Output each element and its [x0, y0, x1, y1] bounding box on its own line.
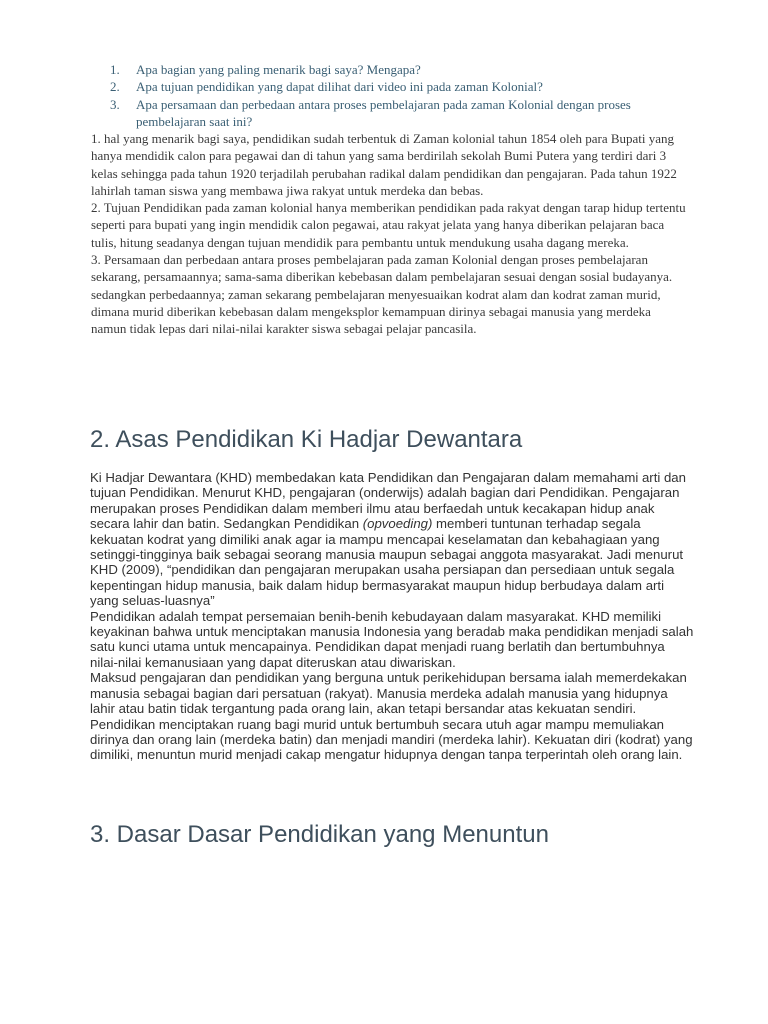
question-number: 2.	[110, 79, 120, 95]
question-list	[110, 61, 690, 131]
body-paragraph	[90, 470, 696, 609]
section-heading-dasar: 3. Dasar Dasar Pendidikan yang Menuntun	[90, 821, 549, 848]
body-paragraph: Maksud pengajaran dan pendidikan yang berguna untuk perikehidupan bersama ialah memerdekakan manusia sebagai bagian dari persatuan (rakyat). Manusia merdeka adalah manusia yang hidupnya lahir atau batin tidak tergantung pada orang lain, akan tetapi bersandar atas kekuatan sendiri. Pendidikan menciptakan ruang bagi murid untuk bertumbuh secara utuh agar mampu memuliakan dirinya dan orang lain (merdeka batin) dan menjadi mandiri (merdeka lahir). Kekuatan diri (kodrat) yang dimiliki, menuntun murid menjadi cakap mengatur hidupnya dengan tanpa terperintah oleh orang lain.	[90, 670, 693, 763]
question-number: 3.	[110, 96, 120, 112]
answer-paragraph: 3. Persamaan dan perbedaan antara proses pembelajaran pada zaman Kolonial dengan proses pembelajaran sekarang, persamaannya; sama-sama diberikan kebebasan dalam pembelajaran sesuai dengan sosial budayanya. sedangkan perbedaannya; zaman sekarang pembelajaran menyesuaikan kodrat alam dan kodrat zaman murid, dimana murid diberikan kebebasan dalam mengeksplor kemampuan dirinya sebagai manusia yang merdeka namun tidak lepas dari nilai-nilai karakter siswa sebagai pelajar pancasila.	[91, 252, 673, 337]
body-paragraph: Pendidikan adalah tempat persemaian benih-benih kebudayaan dalam masyarakat. KHD memiliki keyakinan bahwa untuk menciptakan manusia Indonesia yang beradab maka pendidikan menjadi salah satu kunci utama untuk mencapainya. Pendidikan dapat menjadi ruang berlatih dan bertumbuhnya nilai-nilai kemanusiaan yang dapat diteruskan atau diwariskan.	[90, 608, 694, 670]
question-item	[110, 78, 690, 95]
body-text: memberi tuntunan terhadap segala kekuatan kodrat yang dimiliki anak agar ia mampu mencapai keselamatan dan kebahagiaan yang setinggi-tingginya baik sebagai seorang manusia maupun sebagai anggota masyarakat. Jadi menurut KHD (2009), “pendidikan dan pengajaran merupakan usaha persiapan dan persediaan untuk segala kepentingan hidup manusia, baik dalam hidup bermasyarakat maupun hidup berbudaya dalam arti yang seluas-luasnya”	[90, 516, 684, 609]
answer-paragraph: 1. hal yang menarik bagi saya, pendidikan sudah terbentuk di Zaman kolonial tahun 1854 oleh para Bupati yang hanya mendidik calon para pegawai dan di tahun yang sama berdirilah sekolah Bumi Putera yang terdiri dari 3 kelas sehingga pada tahun 1920 terjadilah perubahan radikal dalam pendidikan dan pengajaran. Pada tahun 1922 lahirlah taman siswa yang membawa jiwa rakyat untuk merdeka dan bebas.	[91, 131, 677, 198]
answer-paragraph: 2. Tujuan Pendidikan pada zaman kolonial hanya memberikan pendidikan pada rakyat dengan tarap hidup tertentu seperti para bupati yang ingin mendidik calon pegawai, atau rakyat jelata yang hanya diberikan pelajaran baca tulis, hitung seadanya dengan tujuan mendidik para pembantu untuk mendukung usaha dagang mereka.	[91, 200, 686, 250]
question-text: Apa bagian yang paling menarik bagi saya? Mengapa?	[136, 62, 421, 77]
question-item	[110, 96, 690, 131]
question-text: Apa persamaan dan perbedaan antara proses pembelajaran pada zaman Kolonial dengan proses pembelajaran saat ini?	[136, 96, 631, 130]
italic-term: (opvoeding)	[362, 516, 433, 532]
section-heading-asas: 2. Asas Pendidikan Ki Hadjar Dewantara	[90, 426, 523, 453]
answers-block	[91, 130, 687, 338]
question-number: 1.	[110, 62, 120, 77]
section-body-asas	[90, 470, 696, 763]
question-item	[110, 61, 690, 78]
question-text: Apa tujuan pendidikan yang dapat dilihat dari video ini pada zaman Kolonial?	[136, 79, 543, 95]
body-text: Ki Hadjar Dewantara (KHD) membedakan kata Pendidikan dan Pengajaran dalam memahami arti dan tujuan Pendidikan. Menurut KHD, pengajaran (onderwijs) adalah bagian dari Pendidikan. Pengajaran merupakan proses Pendidikan dalam memberi ilmu atau berfaedah untuk kecakapan hidup anak secara lahir dan batin. Sedangkan Pendidikan	[90, 470, 686, 532]
